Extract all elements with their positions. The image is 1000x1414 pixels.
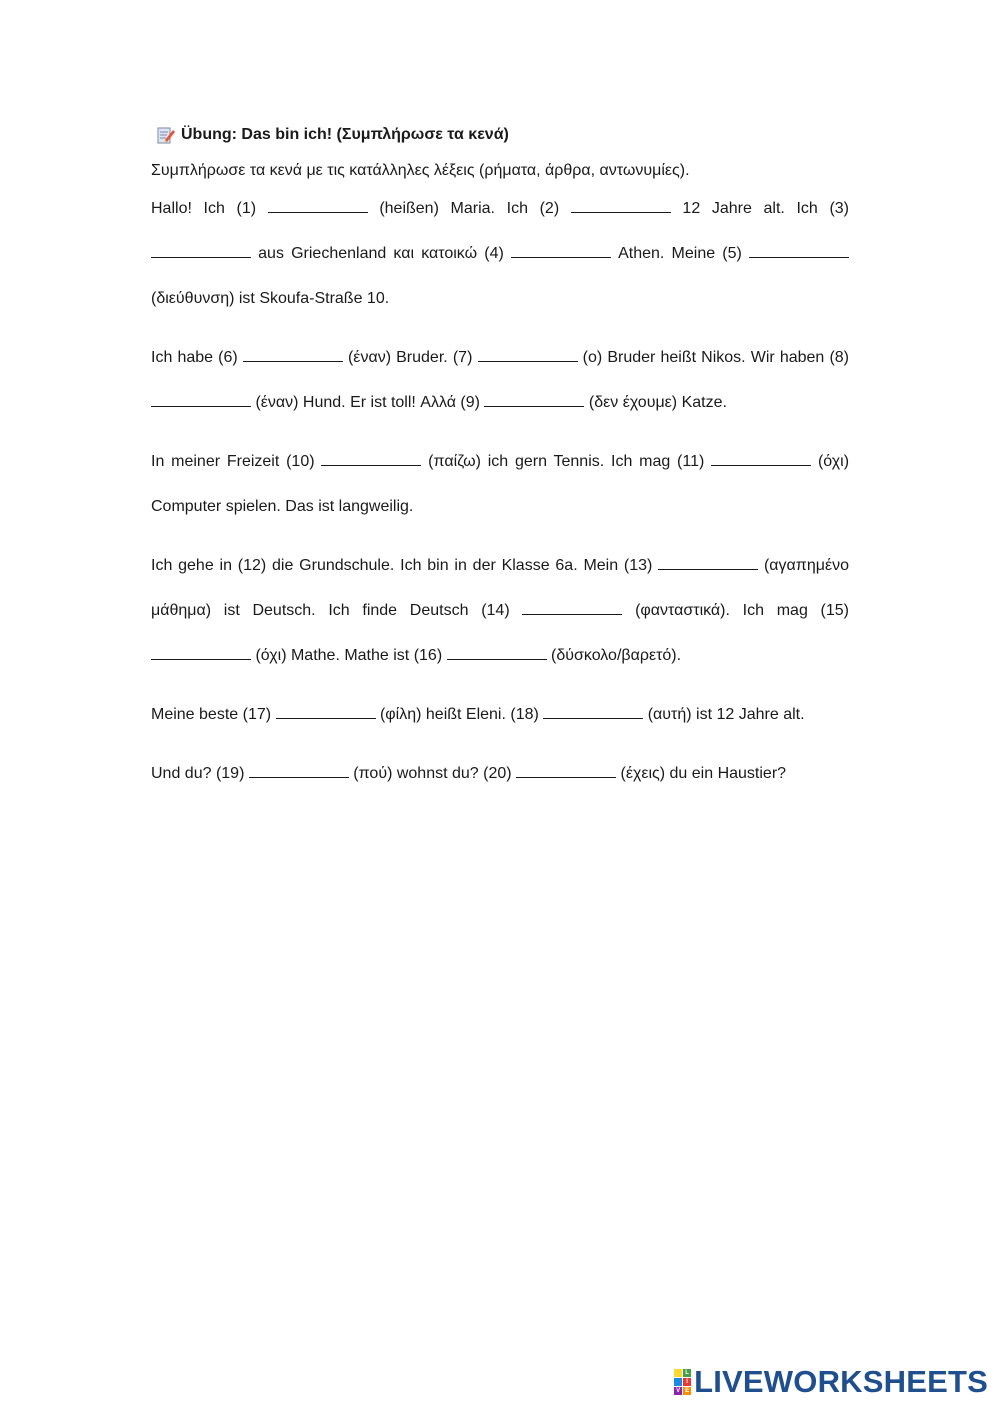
- text-segment: Ich habe (6): [151, 349, 238, 366]
- text-segment: (δεν έχουμε) Katze.: [584, 394, 727, 411]
- text-segment: (heißen) Maria. Ich (2): [367, 200, 560, 217]
- paragraph-3: [151, 439, 849, 529]
- text-segment: (όχι) Mathe. Mathe ist (16): [251, 647, 443, 664]
- blank-10[interactable]: [321, 451, 421, 466]
- text-segment: (αυτή) ist 12 Jahre alt.: [643, 706, 805, 723]
- text-segment: Meine beste (17): [151, 706, 272, 723]
- text-segment: (φίλη) heißt Eleni. (18): [375, 706, 539, 723]
- blank-9[interactable]: [484, 392, 584, 407]
- text-segment: (έναν) Hund. Er ist toll! Αλλά (9): [251, 394, 480, 411]
- blank-14[interactable]: [522, 600, 622, 615]
- text-segment: Ich gehe in (12) die Grundschule. Ich bin in der Klasse 6a. Mein (13): [151, 557, 653, 574]
- text-segment: 12 Jahre alt. Ich (3): [670, 200, 849, 217]
- blank-13[interactable]: [658, 555, 758, 570]
- pencil-note-icon: [156, 125, 176, 145]
- paragraph-5: [151, 692, 849, 737]
- liveworksheets-logo: [674, 1364, 988, 1400]
- exercise-title: Übung: Das bin ich! (Συμπλήρωσε τα κενά): [181, 126, 509, 143]
- logo-text: LIVEWORKSHEETS: [694, 1364, 988, 1399]
- blank-1[interactable]: [268, 198, 368, 213]
- text-segment: In meiner Freizeit (10): [151, 453, 315, 470]
- blank-8[interactable]: [151, 392, 251, 407]
- paragraph-1: [151, 186, 849, 321]
- text-segment: (έναν) Bruder. (7): [342, 349, 473, 366]
- blank-6[interactable]: [243, 347, 343, 362]
- blank-7[interactable]: [478, 347, 578, 362]
- blank-5[interactable]: [749, 243, 849, 258]
- text-segment: (φανταστικά). Ich mag (15): [622, 602, 850, 619]
- text-segment: Und du? (19): [151, 765, 245, 782]
- blank-2[interactable]: [571, 198, 671, 213]
- blank-19[interactable]: [249, 763, 349, 778]
- text-segment: (έχεις) du ein Haustier?: [616, 765, 787, 782]
- text-segment: (διεύθυνση) ist Skoufa-Straße 10.: [151, 290, 390, 307]
- text-segment: (ο) Bruder heißt Nikos. Wir haben (8): [577, 349, 850, 366]
- blank-11[interactable]: [711, 451, 811, 466]
- exercise-header: [156, 122, 849, 148]
- logo-mark-icon: L I V E: [676, 1370, 690, 1394]
- text-segment: (όχι) Computer spielen. Das ist langweilig.: [151, 453, 850, 515]
- paragraph-4: [151, 543, 849, 678]
- text-segment: (αγαπημένο μάθημα) ist Deutsch. Ich finde Deutsch (14): [151, 557, 849, 619]
- blank-17[interactable]: [276, 704, 376, 719]
- instruction-text: Συμπλήρωσε τα κενά με τις κατάλληλες λέξεις (ρήματα, άρθρα, αντωνυμίες).: [151, 162, 690, 179]
- blank-16[interactable]: [447, 645, 547, 660]
- text-segment: (παίζω) ich gern Tennis. Ich mag (11): [421, 453, 705, 470]
- text-segment: aus Griechenland και κατοικώ (4): [251, 245, 504, 262]
- blank-3[interactable]: [151, 243, 251, 258]
- text-segment: (πού) wohnst du? (20): [348, 765, 512, 782]
- worksheet: [151, 122, 849, 796]
- text-segment: Athen. Meine (5): [610, 245, 742, 262]
- paragraph-2: [151, 335, 849, 425]
- text-segment: (δύσκολο/βαρετό).: [546, 647, 682, 664]
- blank-15[interactable]: [151, 645, 251, 660]
- text-segment: Hallo! Ich (1): [151, 200, 257, 217]
- blank-4[interactable]: [511, 243, 611, 258]
- paragraph-6: [151, 751, 849, 796]
- blank-20[interactable]: [516, 763, 616, 778]
- blank-18[interactable]: [543, 704, 643, 719]
